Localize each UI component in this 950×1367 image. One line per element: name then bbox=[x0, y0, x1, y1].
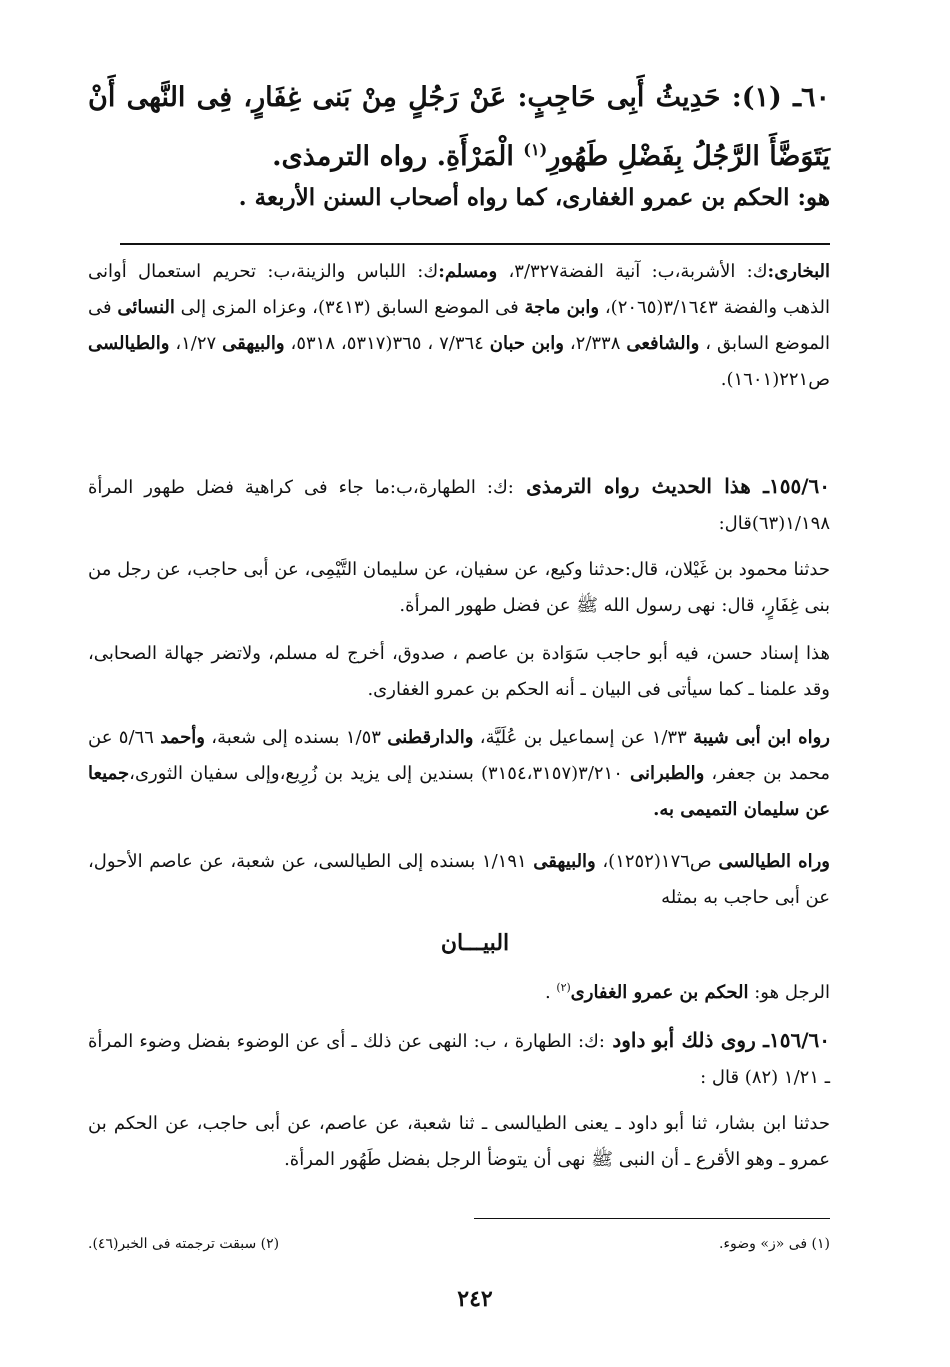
section-number: ١٥٦/٦٠ـ bbox=[763, 1028, 830, 1052]
ref-tayalisi: والطيالسى bbox=[88, 333, 170, 354]
references-paragraph bbox=[88, 254, 830, 398]
top-separator bbox=[120, 243, 830, 245]
section-155-grading: هذا إسناد حسن، فيه أبو حاجب سَوَادة بن عاصم ، صدوق، أخرج له مسلم، ولاتضر جهالة الصحابى، وقد علمنا ـ كما سيأتى فى البيان ـ أنه الحكم بن عمرو الغفارى. bbox=[88, 643, 830, 700]
ref-ibn-hibban: وابن حبان bbox=[489, 333, 564, 354]
section-156-header bbox=[88, 1022, 830, 1096]
section-number: ١٥٥/٦٠ـ bbox=[763, 474, 830, 498]
ref-text: ١/٢٧، bbox=[169, 333, 223, 354]
footnote-marker-2: (٢) bbox=[556, 981, 571, 994]
ref-muslim: ومسلم: bbox=[438, 261, 498, 282]
section-156-chain: حدثنا ابن بشار، ثنا أبو داود ـ يعنى الطيالسى ـ ثنا شعبة، عن عاصم، عن أبى حاجب، عن الحكم بن عمرو ـ وهو الأقرع ـ أن النبى ﷺ نهى أن يتوضأ الرجل بفضل طَهُور المرأة. bbox=[88, 1113, 830, 1170]
ref-text: ٧/٣٦٤ ، ٣٦٥(٥٣١٧، ٥٣١٨، bbox=[284, 333, 490, 354]
ref-text: ٣/٢١٠(٣١٥٤،٣١٥٧) بسندين إلى يزيد بن زُرِيع،وإلى سفيان الثورى، bbox=[129, 763, 630, 784]
ref-text: ص٢٢١(١٦٠١). bbox=[720, 369, 830, 390]
section-155-tayalisi bbox=[88, 844, 830, 916]
section-intro: هذا الحديث رواه الترمذى bbox=[513, 474, 764, 498]
footnote-marker-1: (١) bbox=[523, 140, 548, 159]
ref-tabarani: والطبرانى bbox=[629, 763, 705, 784]
ref-text: ١/٣٣ عن إسماعيل بن عُلَيَّة، bbox=[473, 727, 694, 748]
page-number: ٢٤٢ bbox=[457, 1286, 493, 1312]
ref-ahmad: وأحمد bbox=[160, 727, 205, 748]
section-source: :ك: الطهارة،ب:ما جاء فى كراهية فضل طهور المرأة ١/١٩٨(٦٣)قال: bbox=[88, 477, 830, 534]
ref-text: ك: الأشربة،ب: آنية الفضة٣/٣٢٧، bbox=[497, 261, 768, 282]
ref-conclusion: جميعا عن سليمان التميمى به. bbox=[88, 763, 830, 820]
hadith-number: ٦٠ـ (١): bbox=[731, 82, 830, 113]
hadith-title bbox=[88, 72, 830, 183]
bayan-text bbox=[88, 970, 830, 1011]
hadith-text-end: الْمَرْأَةِ. رواه الترمذى. bbox=[272, 141, 514, 172]
ref-nasai: النسائى bbox=[117, 297, 175, 318]
ref-text: فى الموضع السابق ، bbox=[88, 297, 831, 354]
hadith-identification: هو: الحكم بن عمرو الغفارى، كما رواه أصحاب السنن الأربعة . bbox=[238, 184, 830, 211]
ref-text: ٥/٦٦ عن محمد بن جعفر، bbox=[88, 727, 830, 784]
section-155-narrations bbox=[88, 720, 830, 828]
ref-ibn-abi-shaybah: رواه ابن أبى شيبة bbox=[693, 727, 830, 748]
bayan-end: . bbox=[544, 982, 557, 1003]
ref-text: ٢/٣٣٨، bbox=[563, 333, 627, 354]
footnote-2: (٢) سبقت ترجمته فى الخبر(٤٦). bbox=[88, 1236, 280, 1252]
ref-tayalisi: وراه الطيالسى bbox=[718, 851, 831, 872]
footnote-1: (١) فى «ز» وضوء. bbox=[719, 1236, 830, 1252]
bayan-heading: البيـــان bbox=[440, 930, 510, 956]
ref-text: ١/١٩١ بسنده إلى الطيالسى، عن شعبة، عن عاصم الأحول، عن أبى حاجب به بمثله bbox=[88, 851, 830, 908]
section-intro: روى ذلك أبو داود bbox=[604, 1028, 764, 1052]
ref-bayhaqi: والبيهقى bbox=[533, 851, 596, 872]
ref-text: ك: اللباس والزينة،ب: تحريم استعمال أوانى الذهب والفضة ٣/١٦٤٣(٢٠٦٥)، bbox=[88, 261, 830, 318]
bayan-name: الحكم بن عمرو الغفارى bbox=[570, 982, 749, 1003]
footnote-separator bbox=[474, 1218, 830, 1219]
ref-text: ١/٥٣ بسنده إلى شعبة، bbox=[204, 727, 388, 748]
ref-bukhari: البخارى: bbox=[767, 261, 830, 282]
section-155-chain: حدثنا محمود بن غَيْلان، قال:حدثنا وكيع، عن سفيان، عن سليمان التَّيْمِى، عن أبى حاجب، عن رجل من بنى غِفَارٍ، قال: نهى رسول الله ﷺ عن فضل طهور المرأة. bbox=[88, 559, 830, 616]
ref-ibn-majah: وابن ماجة bbox=[524, 297, 600, 318]
ref-text: فى الموضع السابق (٣٤١٣)، وعزاه المزى إلى bbox=[174, 297, 525, 318]
footnotes bbox=[88, 1236, 830, 1252]
ref-shafii: والشافعى bbox=[626, 333, 700, 354]
section-source: :ك: الطهارة ، ب: النهى عن ذلك ـ أى عن الوضوء بفضل وضوء المرأة ـ ١/٢١ (٨٢) قال : bbox=[88, 1031, 830, 1088]
ref-daraqutni: والدارقطنى bbox=[387, 727, 474, 748]
hadith-text: حَدِيثُ أَبِى حَاجِبٍ: عَنْ رَجُلٍ مِنْ بَنى غِفَارٍ، فِى النَّهى أَنْ يَتَوَضَّأَ الرَّجُلُ بِفَضْلِ طَهُورِ bbox=[88, 82, 830, 172]
section-155-header bbox=[88, 468, 830, 542]
bayan-label: الرجل هو: bbox=[748, 982, 830, 1003]
ref-text: ص١٧٦(١٢٥٢)، bbox=[595, 851, 719, 872]
ref-bayhaqi: والبيهقى bbox=[222, 333, 285, 354]
